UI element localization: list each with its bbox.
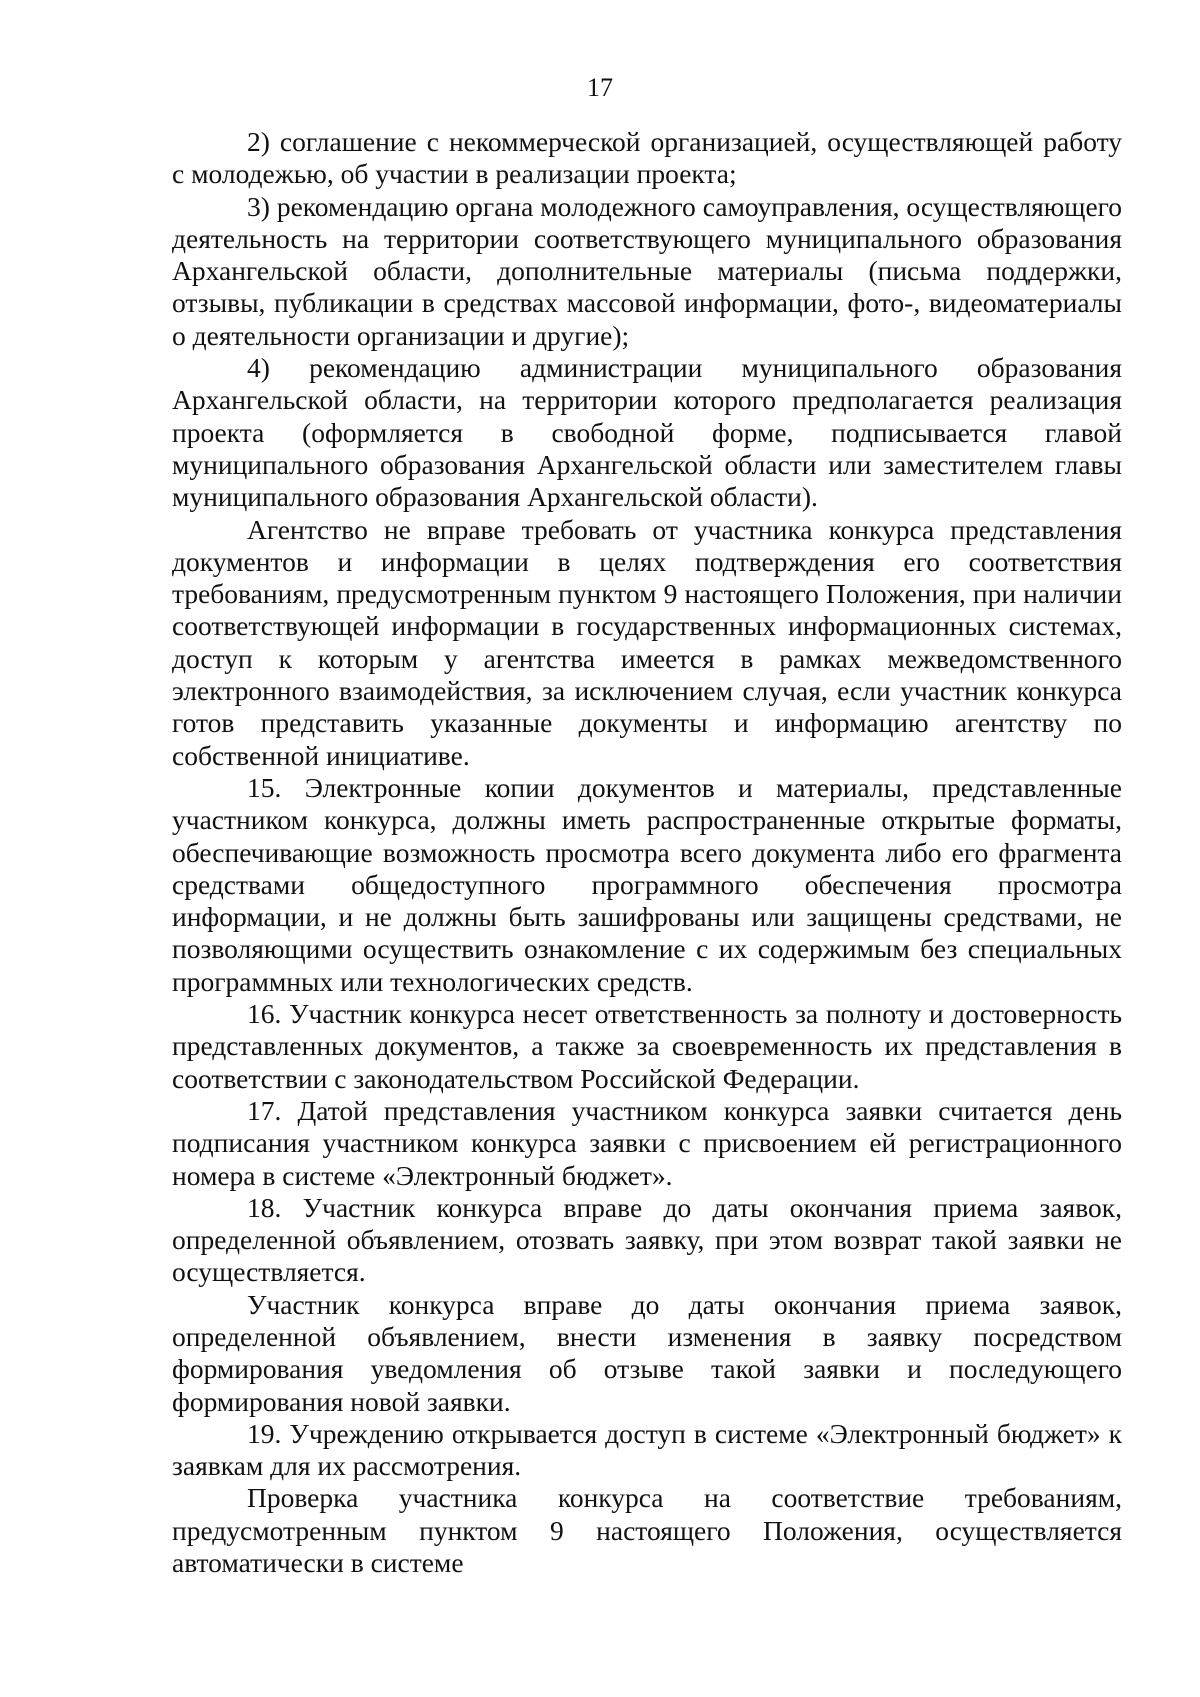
- page-number: 17: [587, 73, 613, 102]
- paragraph-item-3: 3) рекомендацию органа молодежного самоуправления, осуществляющего деятельность на территории соответствующего муниципального образования Архангельской области, дополнительные материалы (письма поддержки, отзывы, публикации в средствах массовой информации, фото-, видеоматериалы о деятельности организации и другие);: [172, 190, 1122, 351]
- paragraph-clause-15: 15. Электронные копии документов и материалы, представленные участником конкурса, должны иметь распространенные открытые форматы, обеспечивающие возможность просмотра всего документа либо его фрагмента средствами общедоступного программного обеспечения просмотра информации, и не должны быть зашифрованы или защищены средствами, не позволяющими осуществить ознакомление с их содержимым без специальных программных или технологических средств.: [172, 771, 1122, 997]
- paragraph-clause-16: 16. Участник конкурса несет ответственность за полноту и достоверность представленных документов, а также за своевременность их представления в соответствии с законодательством Российской Федерации.: [172, 998, 1122, 1094]
- paragraph-item-4: 4) рекомендацию администрации муниципального образования Архангельской области, на территории которого предполагается реализация проекта (оформляется в свободной форме, подписывается главой муниципального образования Архангельской области или заместителем главы муниципального образования Архангельской области).: [172, 352, 1122, 513]
- paragraph-clause-18: 18. Участник конкурса вправе до даты окончания приема заявок, определенной объявлением, отозвать заявку, при этом возврат такой заявки не осуществляется.: [172, 1191, 1122, 1288]
- paragraph-clause-18-changes: Участник конкурса вправе до даты окончания приема заявок, определенной объявлением, внести изменения в заявку посредством формирования уведомления об отзыве такой заявки и последующего формирования новой заявки.: [172, 1288, 1122, 1417]
- paragraph-item-2: 2) соглашение с некоммерческой организацией, осуществляющей работу с молодежью, об участии в реализации проекта;: [172, 126, 1122, 190]
- paragraph-clause-19: 19. Учреждению открывается доступ в системе «Электронный бюджет» к заявкам для их рассмотрения.: [172, 1417, 1122, 1482]
- paragraph-verification: Проверка участника конкурса на соответствие требованиям, предусмотренным пунктом 9 настоящего Положения, осуществляется автоматически в системе: [172, 1482, 1122, 1579]
- paragraph-agency-restriction: Агентство не вправе требовать от участника конкурса представления документов и информации в целях подтверждения его соответствия требованиям, предусмотренным пунктом 9 настоящего Положения, при наличии соответствующей информации в государственных информационных системах, доступ к которым у агентства имеется в рамках межведомственного электронного взаимодействия, за исключением случая, если участник конкурса готов представить указанные документы и информацию агентству по собственной инициативе.: [172, 513, 1122, 771]
- paragraph-clause-17: 17. Датой представления участником конкурса заявки считается день подписания участником конкурса заявки с присвоением ей регистрационного номера в системе «Электронный бюджет».: [172, 1094, 1122, 1191]
- document-body: [172, 126, 1122, 1579]
